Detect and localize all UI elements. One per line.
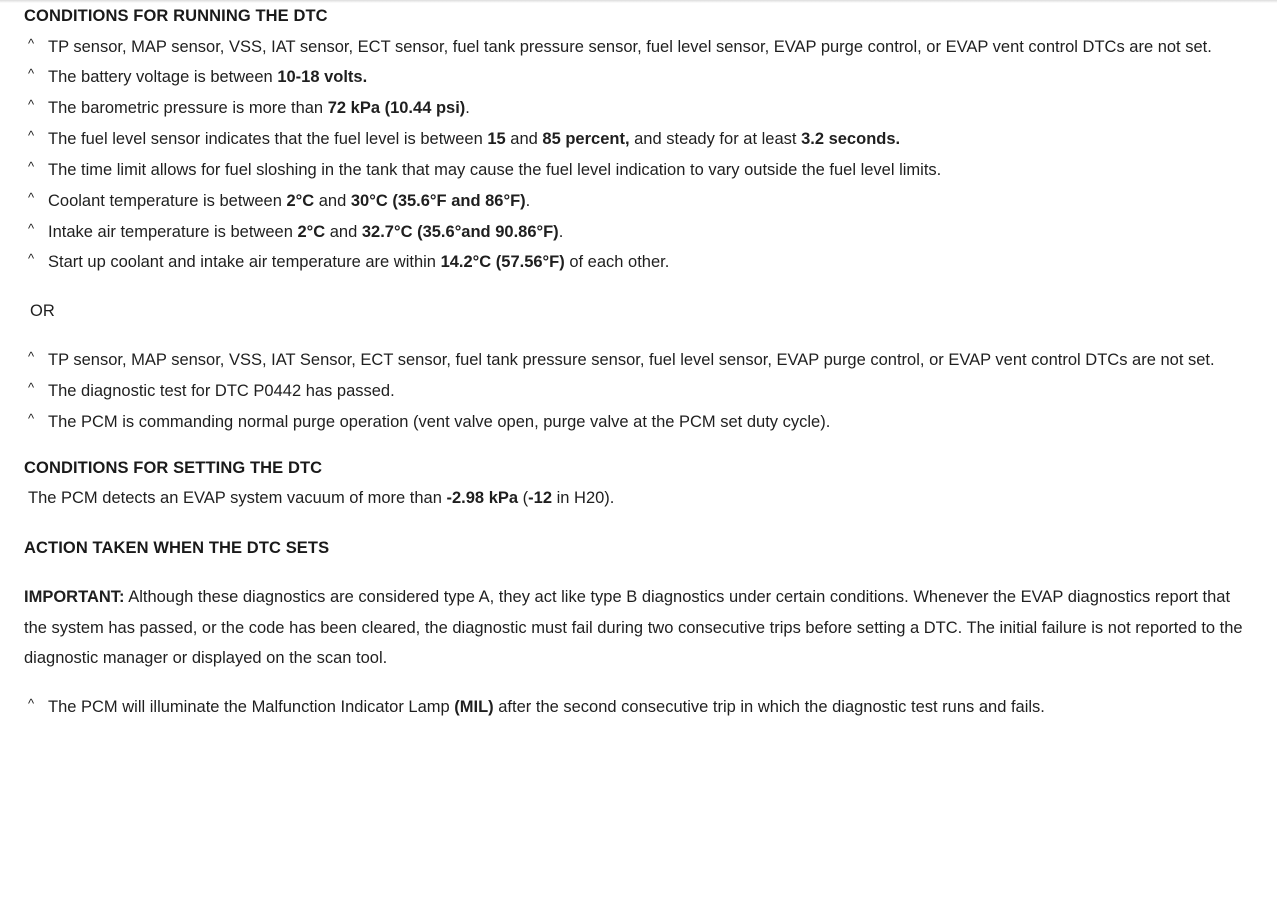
list-item (24, 407, 1253, 438)
conditions-for-running-heading: CONDITIONS FOR RUNNING THE DTC (24, 7, 328, 25)
conditions-for-running-list (24, 32, 1253, 279)
list-item-text: The barometric pressure is more than 72 kPa (10.44 psi). (48, 99, 470, 118)
spacer (24, 564, 1253, 582)
caret-icon: ^ (28, 349, 35, 365)
list-item-text: The PCM is commanding normal purge operation (vent valve open, purge valve at the PCM set duty cycle). (48, 412, 831, 431)
spacer (24, 514, 1253, 536)
list-item (24, 32, 1253, 63)
important-paragraph: IMPORTANT: Although these diagnostics are considered type A, they act like type B diagnostics under certain conditions. Whenever the EVAP diagnostics report that the system has passed, or the code has been cleared, the diagnostic must fail during two consecutive trips before setting a DTC. The initial failure is not reported to the diagnostic manager or displayed on the scan tool. (24, 587, 1243, 668)
list-item (24, 186, 1253, 217)
conditions-for-setting-text: The PCM detects an EVAP system vacuum of more than -2.98 kPa (-12 in H20). (28, 489, 615, 508)
spacer (24, 278, 1253, 296)
spacer (24, 438, 1253, 456)
caret-icon: ^ (28, 380, 35, 395)
list-item (24, 345, 1253, 376)
caret-icon: ^ (28, 251, 35, 267)
list-item (24, 247, 1253, 278)
list-item (24, 124, 1253, 155)
conditions-for-running-list-alt (24, 345, 1253, 438)
list-item-text: Intake air temperature is between 2°C and 32.7°C (35.6°and 90.86°F). (48, 222, 564, 241)
list-item-text: Start up coolant and intake air temperature are within 14.2°C (57.56°F) of each other. (48, 253, 670, 272)
list-item-text: The PCM will illuminate the Malfunction Indicator Lamp (MIL) after the second consecutive trip in which the diagnostic test runs and fails. (48, 698, 1045, 717)
caret-icon: ^ (28, 220, 35, 236)
caret-icon: ^ (28, 66, 35, 82)
list-item-text: The time limit allows for fuel sloshing in the tank that may cause the fuel level indication to vary outside the fuel level limits. (48, 160, 942, 179)
conditions-for-setting-heading: CONDITIONS FOR SETTING THE DTC (24, 458, 323, 477)
list-item (24, 692, 1253, 723)
action-taken-heading: ACTION TAKEN WHEN THE DTC SETS (24, 539, 330, 558)
list-item-text: The battery voltage is between 10-18 volts. (48, 68, 368, 87)
caret-icon: ^ (28, 128, 35, 144)
list-item (24, 62, 1253, 93)
list-item-text: TP sensor, MAP sensor, VSS, IAT sensor, ECT sensor, fuel tank pressure sensor, fuel level sensor, EVAP purge control, or EVAP vent control DTCs are not set. (48, 37, 1212, 56)
list-item-text: The diagnostic test for DTC P0442 has passed. (48, 382, 395, 400)
page-top-edge (0, 0, 1277, 3)
caret-icon: ^ (28, 158, 35, 174)
caret-icon: ^ (28, 410, 35, 426)
list-item (24, 217, 1253, 248)
list-item-text: TP sensor, MAP sensor, VSS, IAT Sensor, ECT sensor, fuel tank pressure sensor, fuel level sensor, EVAP purge control, or EVAP vent control DTCs are not set. (48, 351, 1215, 370)
action-taken-list (24, 692, 1253, 723)
list-item (24, 93, 1253, 124)
list-item-text: Coolant temperature is between 2°C and 30°C (35.6°F and 86°F). (48, 191, 531, 210)
caret-icon: ^ (28, 97, 35, 113)
caret-icon: ^ (28, 35, 35, 51)
or-separator: OR (30, 302, 55, 321)
list-item-text: The fuel level sensor indicates that the fuel level is between 15 and 85 percent, and steady for at least 3.2 seconds. (48, 130, 901, 149)
list-item (24, 376, 1253, 407)
caret-icon: ^ (28, 189, 35, 205)
list-item (24, 155, 1253, 186)
spacer (24, 674, 1253, 692)
caret-icon: ^ (28, 696, 35, 712)
spacer (24, 327, 1253, 345)
